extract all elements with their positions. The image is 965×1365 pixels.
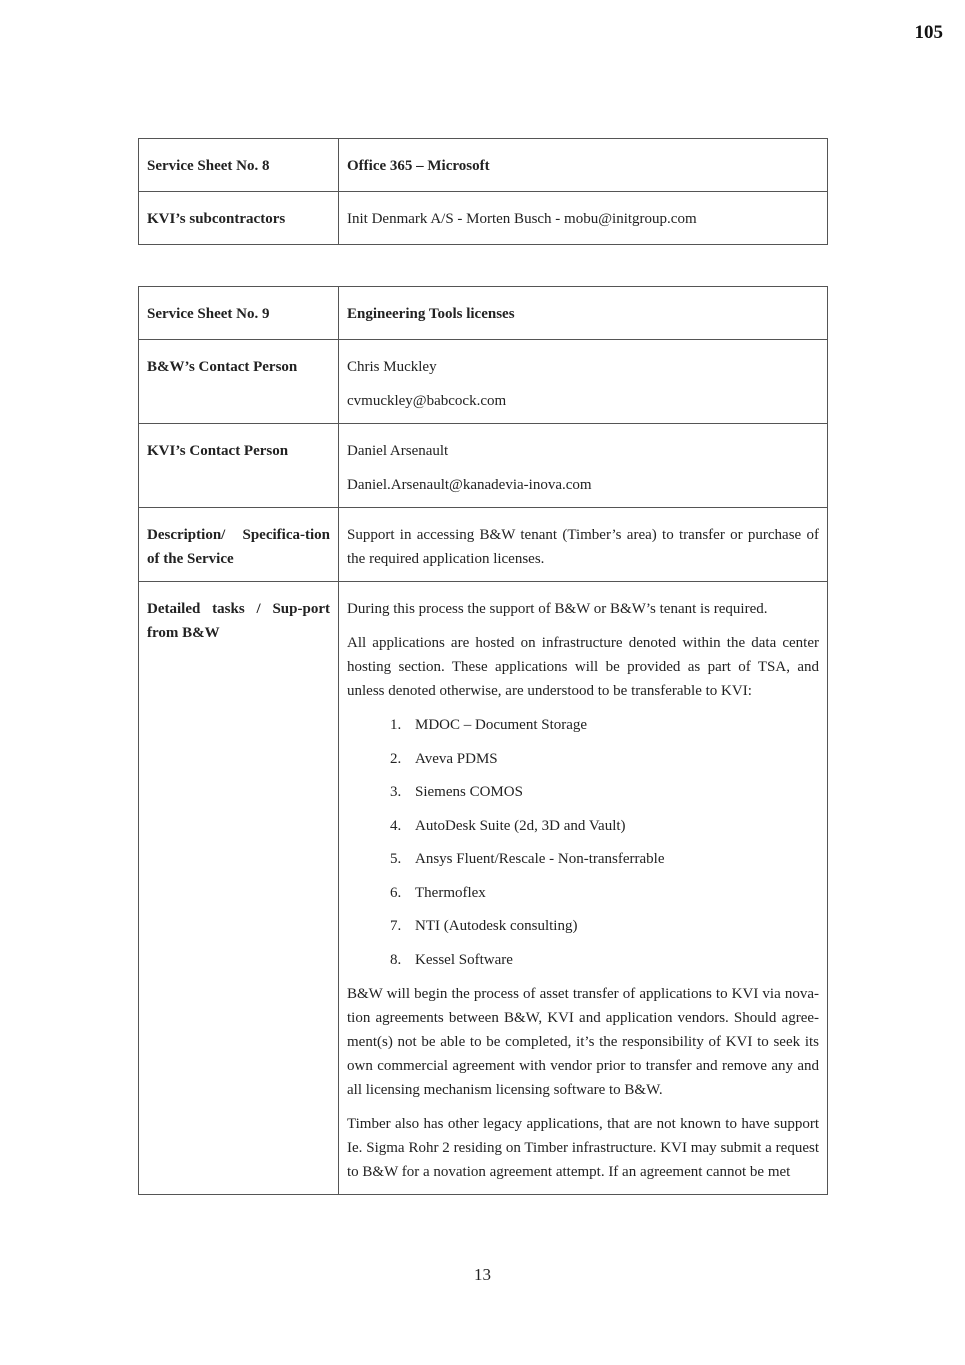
- kvi-contact-label: KVI’s Contact Person: [139, 424, 339, 508]
- table-row: [139, 340, 828, 424]
- list-item: 6. Thermoflex: [405, 881, 819, 905]
- list-item: 4. AutoDesk Suite (2d, 3D and Vault): [405, 814, 819, 838]
- list-item: 3. Siemens COMOS: [405, 780, 819, 804]
- list-item: 7. NTI (Autodesk consulting): [405, 914, 819, 938]
- applications-list: [347, 713, 819, 972]
- service-sheet-8-table: [138, 138, 828, 245]
- table-row: [139, 192, 828, 245]
- tasks-legacy: Timber also has other legacy applications, that are not known to have support Ie. Sigma Rohr 2 residing on Timber infrastructure. KVI may submit a request to B&W for a novation agreement attempt. If an agreement cannot be met: [347, 1115, 819, 1180]
- page-number-top: 105: [914, 22, 943, 43]
- sheet9-title-label: Service Sheet No. 9: [139, 287, 339, 340]
- table-row: [139, 287, 828, 340]
- sheet8-subcontractors-label: KVI’s subcontractors: [139, 192, 339, 245]
- kvi-contact-name: Daniel Arsenault: [347, 443, 449, 459]
- list-item: 8. Kessel Software: [405, 948, 819, 972]
- kvi-contact-email: Daniel.Arsenault@kanadevia-inova.com: [347, 477, 592, 493]
- bw-contact-label: B&W’s Contact Person: [139, 340, 339, 424]
- service-sheet-9-table: [138, 286, 828, 1195]
- list-item: 1. MDOC – Document Storage: [405, 713, 819, 737]
- tasks-cell: [339, 582, 828, 1195]
- bw-contact-email: cvmuckley@babcock.com: [347, 393, 507, 409]
- table-row: [139, 424, 828, 508]
- tasks-transfer: B&W will begin the process of asset transfer of applications to KVI via nova-tion agreements between B&W, KVI and application vendors. Should agree-ment(s) not be able to be completed, it’s the responsibility of KVI to seek its own commercial agreement with vendor prior to transfer and remove any and all licensing mechanism licensing software to B&W.: [347, 985, 819, 1098]
- list-item: 2. Aveva PDMS: [405, 747, 819, 771]
- kvi-contact-cell: [339, 424, 828, 508]
- sheet8-title-label: Service Sheet No. 8: [139, 139, 339, 192]
- list-item: 5. Ansys Fluent/Rescale - Non-transferrable: [405, 847, 819, 871]
- sheet8-subcontractors-value: Init Denmark A/S - Morten Busch - mobu@initgroup.com: [339, 192, 828, 245]
- tasks-label: Detailed tasks / Sup-port from B&W: [139, 582, 339, 1195]
- bw-contact-cell: [339, 340, 828, 424]
- tasks-intro: During this process the support of B&W or B&W’s tenant is required.: [347, 601, 768, 617]
- bw-contact-name: Chris Muckley: [347, 359, 437, 375]
- table-row: [139, 582, 828, 1195]
- tasks-hosting: All applications are hosted on infrastructure denoted within the data center hosting section. These applications will be provided as part of TSA, and unless denoted otherwise, are understood to be transferable to KVI:: [347, 635, 819, 699]
- description-label: Description/ Specifica-tion of the Service: [139, 508, 339, 582]
- page-number-bottom: 13: [474, 1265, 491, 1284]
- description-value: Support in accessing B&W tenant (Timber’s area) to transfer or purchase of the required application licenses.: [339, 508, 828, 582]
- table-row: [139, 139, 828, 192]
- sheet8-title-value: Office 365 – Microsoft: [339, 139, 828, 192]
- table-row: [139, 508, 828, 582]
- sheet9-title-value: Engineering Tools licenses: [339, 287, 828, 340]
